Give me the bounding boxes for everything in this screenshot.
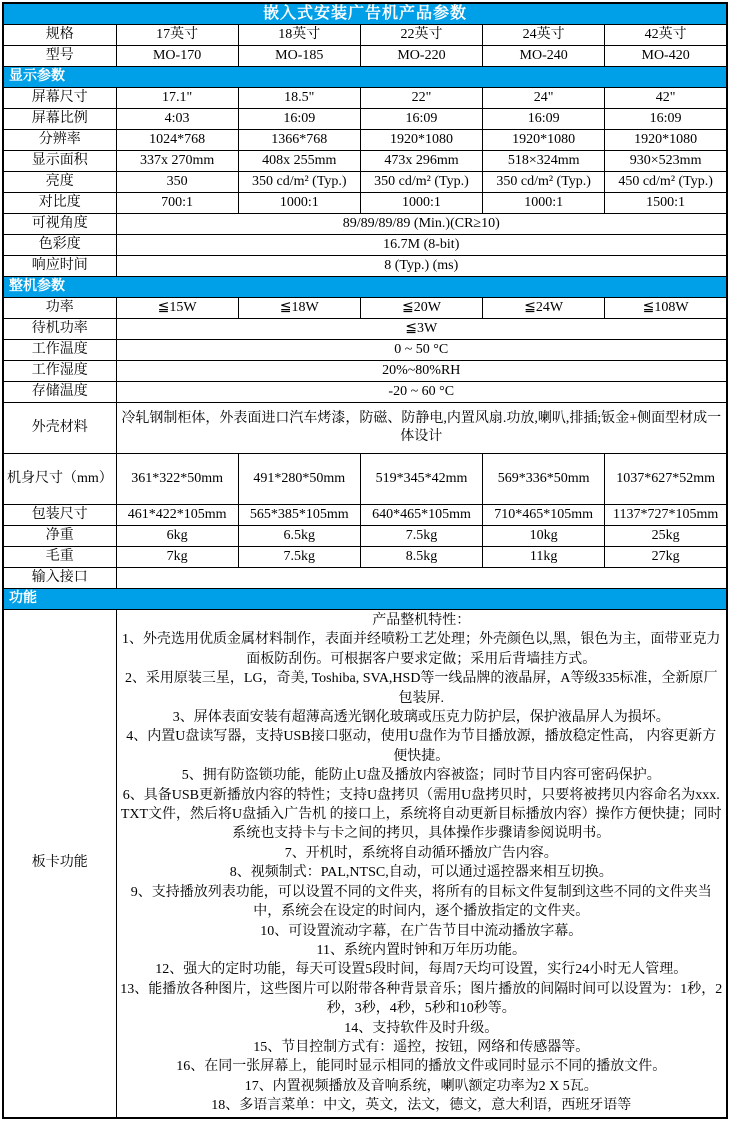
spec-value-cell: ≦20W — [360, 298, 482, 319]
section-header: 功能 — [3, 589, 727, 610]
feature-line: 产品整机特性： — [372, 613, 471, 628]
spec-value-cell: MO-240 — [483, 46, 605, 67]
table-row — [3, 298, 727, 319]
table-row — [3, 214, 727, 235]
row-label: 净重 — [3, 526, 116, 547]
table-row — [3, 25, 727, 46]
spec-value-cell: -20 ~ 60 °C — [116, 382, 727, 403]
row-label: 色彩度 — [3, 235, 116, 256]
row-label: 工作湿度 — [3, 361, 116, 382]
feature-line: 1、外壳选用优质金属材料制作，表面并经喷粉工艺处理；外壳颜色以,黑，银色为主，面带亚克力面板防刮伤。可根据客户要求定做；采用后背墙挂方式。 — [122, 632, 721, 667]
feature-line: 11、系统内置时钟和万年历功能。 — [316, 942, 526, 958]
table-row — [3, 256, 727, 277]
section-header: 整机参数 — [3, 277, 727, 298]
spec-value-cell: 11kg — [483, 547, 605, 568]
spec-value-cell: 350 cd/m² (Typ.) — [360, 172, 482, 193]
table-row — [3, 109, 727, 130]
feature-line: 13、能播放各种图片，这些图片可以附带各种背景音乐；图片播放的间隔时间可以设置为：1秒，2秒，3秒，4秒，5秒和10秒等。 — [120, 981, 723, 1017]
spec-value-cell: ≦18W — [238, 298, 360, 319]
table-row — [3, 340, 727, 361]
spec-value-cell: 461*422*105mm — [116, 505, 238, 526]
spec-value-cell: 350 cd/m² (Typ.) — [238, 172, 360, 193]
spec-value-cell: 473x 296mm — [360, 151, 482, 172]
spec-value-cell: ≦108W — [605, 298, 727, 319]
section-header: 显示参数 — [3, 67, 727, 88]
table-row — [3, 589, 727, 610]
spec-value-cell: 569*336*50mm — [483, 454, 605, 505]
feature-line: 16、在同一张屏幕上，能同时显示相同的播放文件或同时显示不同的播放文件。 — [176, 1059, 667, 1075]
row-label: 待机功率 — [3, 319, 116, 340]
spec-value-cell: 1920*1080 — [483, 130, 605, 151]
table-row — [3, 547, 727, 568]
row-label: 包装尺寸 — [3, 505, 116, 526]
spec-value-cell: 518×324mm — [483, 151, 605, 172]
table-row — [3, 361, 727, 382]
spec-value-cell: ≦3W — [116, 319, 727, 340]
row-label: 存储温度 — [3, 382, 116, 403]
spec-value-cell: 1000:1 — [483, 193, 605, 214]
spec-value-cell: 1024*768 — [116, 130, 238, 151]
spec-value-cell: MO-420 — [605, 46, 727, 67]
feature-line: 3、屏体表面安装有超薄高透光钢化玻璃或压克力防护层，保护液晶屏人为损坏。 — [172, 710, 670, 726]
spec-value-cell: 565*385*105mm — [238, 505, 360, 526]
spec-value-cell: MO-170 — [116, 46, 238, 67]
row-label: 亮度 — [3, 172, 116, 193]
spec-value-cell: 7kg — [116, 547, 238, 568]
table-row — [3, 46, 727, 67]
spec-value-cell: 16:09 — [360, 109, 482, 130]
spec-value-cell: 450 cd/m² (Typ.) — [605, 172, 727, 193]
spec-value-cell: 7.5kg — [360, 526, 482, 547]
spec-value-cell: 1920*1080 — [360, 130, 482, 151]
spec-value-cell: 24" — [483, 88, 605, 109]
spec-value-cell: ≦24W — [483, 298, 605, 319]
table-row — [3, 193, 727, 214]
table-row — [3, 568, 727, 589]
row-label: 响应时间 — [3, 256, 116, 277]
spec-value-cell: 22英寸 — [360, 25, 482, 46]
spec-value-cell: 18.5" — [238, 88, 360, 109]
feature-line: 7、开机时，系统将自动循环播放广告内容。 — [284, 845, 558, 861]
row-label: 屏幕比例 — [3, 109, 116, 130]
row-label: 板卡功能 — [3, 610, 116, 1118]
spec-value-cell: 8.5kg — [360, 547, 482, 568]
spec-value-cell: 1037*627*52mm — [605, 454, 727, 505]
feature-line: 12、强大的定时功能，每天可设置5段时间，每周7天均可设置，实行24小时无人管理。 — [155, 962, 688, 978]
spec-value-cell: 6kg — [116, 526, 238, 547]
table-row — [3, 505, 727, 526]
feature-line: 18、多语言菜单：中文，英文，法文，德文，意大利语，西班牙语等 — [211, 1098, 632, 1114]
spec-value-cell: MO-185 — [238, 46, 360, 67]
feature-line: 17、内置视频播放及音响系统，喇叭额定功率为2 X 5瓦。 — [244, 1078, 598, 1094]
spec-value-cell: 18英寸 — [238, 25, 360, 46]
table-row — [3, 277, 727, 298]
spec-value-cell: 491*280*50mm — [238, 454, 360, 505]
row-label: 可视角度 — [3, 214, 116, 235]
spec-value-cell: 16:09 — [483, 109, 605, 130]
feature-line: 10、可设置流动字幕，在广告节目中流动播放字幕。 — [260, 923, 583, 939]
spec-value-cell: 7.5kg — [238, 547, 360, 568]
page-title: 嵌入式安装广告机产品参数 — [3, 3, 727, 25]
table-row — [3, 88, 727, 109]
table-row — [3, 403, 727, 454]
spec-table — [2, 2, 728, 1119]
spec-value-cell: 22" — [360, 88, 482, 109]
spec-value-cell: 4:03 — [116, 109, 238, 130]
table-row — [3, 172, 727, 193]
spec-value-cell: 710*465*105mm — [483, 505, 605, 526]
spec-value-cell: 0 ~ 50 °C — [116, 340, 727, 361]
spec-value-cell: 24英寸 — [483, 25, 605, 46]
row-label: 对比度 — [3, 193, 116, 214]
table-row — [3, 67, 727, 88]
table-row — [3, 151, 727, 172]
spec-value-cell: 16:09 — [238, 109, 360, 130]
table-row — [3, 526, 727, 547]
feature-line: 14、支持软件及时升级。 — [344, 1020, 499, 1036]
table-row — [3, 235, 727, 256]
spec-value-cell: 1366*768 — [238, 130, 360, 151]
feature-line: 4、内置U盘读写器，支持USB接口驱动，使用U盘作为节目播放源，播放稳定性高， 内容更新方便快捷。 — [126, 729, 717, 764]
table-title-row — [3, 3, 727, 25]
spec-value-cell: 350 — [116, 172, 238, 193]
row-label: 外壳材料 — [3, 403, 116, 454]
table-row — [3, 610, 727, 1118]
feature-list — [116, 610, 727, 1118]
spec-value-cell: 16:09 — [605, 109, 727, 130]
spec-value-cell: 10kg — [483, 526, 605, 547]
spec-value-cell: 25kg — [605, 526, 727, 547]
feature-line: 8、视频制式：PAL,NTSC,自动，可以通过遥控器来相互切换。 — [229, 865, 613, 881]
table-row — [3, 319, 727, 340]
spec-value-cell: 1500:1 — [605, 193, 727, 214]
feature-line: 9、支持播放列表功能，可以设置不同的文件夹，将所有的目标文件复制到这些不同的文件夹当中，系统会在设定的时间内，逐个播放指定的文件夹。 — [130, 884, 712, 920]
spec-value-cell: 337x 270mm — [116, 151, 238, 172]
row-label: 型号 — [3, 46, 116, 67]
feature-line: 5、拥有防盗锁功能，能防止U盘及播放内容被盗；同时节目内容可密码保护。 — [181, 768, 661, 784]
spec-value-cell: 6.5kg — [238, 526, 360, 547]
spec-value-cell: 1000:1 — [238, 193, 360, 214]
spec-value-cell: 700:1 — [116, 193, 238, 214]
spec-value-cell: 17英寸 — [116, 25, 238, 46]
spec-value-cell: 8 (Typ.) (ms) — [116, 256, 727, 277]
feature-line: 6、具备USB更新播放内容的特性；支持U盘拷贝（需用U盘拷贝时，只要将被拷贝内容命名为xxx.TXT文件，然后将U盘插入广告机 的接口上，系统将自动更新目标播放内容）操作方便快捷；同时系统也支持卡与卡之间的拷贝，具体操作步骤请参阅说明书。 — [120, 787, 722, 842]
spec-value-cell — [116, 568, 727, 589]
spec-value-cell: 1137*727*105mm — [605, 505, 727, 526]
row-label: 毛重 — [3, 547, 116, 568]
spec-value-cell: 冷轧钢制柜体，外表面进口汽车烤漆，防磁、防静电,内置风扇.功放,喇叭,排插;钣金+侧面型材成一体设计 — [116, 403, 727, 454]
feature-line: 2、采用原装三星，LG，奇美, Toshiba, SVA,HSD等一线品牌的液晶屏，A等级335标准，全新原厂包装屏. — [124, 671, 718, 706]
spec-value-cell: 42英寸 — [605, 25, 727, 46]
spec-value-cell: ≦15W — [116, 298, 238, 319]
spec-value-cell: 640*465*105mm — [360, 505, 482, 526]
table-row — [3, 454, 727, 505]
row-label: 机身尺寸（mm） — [3, 454, 116, 505]
spec-value-cell: 42" — [605, 88, 727, 109]
spec-value-cell: 1920*1080 — [605, 130, 727, 151]
spec-value-cell: 361*322*50mm — [116, 454, 238, 505]
table-row — [3, 130, 727, 151]
spec-value-cell: 16.7M (8-bit) — [116, 235, 727, 256]
row-label: 工作温度 — [3, 340, 116, 361]
spec-value-cell: 17.1" — [116, 88, 238, 109]
row-label: 规格 — [3, 25, 116, 46]
row-label: 功率 — [3, 298, 116, 319]
table-row — [3, 382, 727, 403]
spec-value-cell: 1000:1 — [360, 193, 482, 214]
spec-value-cell: 408x 255mm — [238, 151, 360, 172]
row-label: 显示面积 — [3, 151, 116, 172]
feature-line: 15、节目控制方式有：遥控，按钮，网络和传感器等。 — [253, 1039, 590, 1055]
spec-value-cell: 930×523mm — [605, 151, 727, 172]
spec-value-cell: 27kg — [605, 547, 727, 568]
spec-value-cell: 350 cd/m² (Typ.) — [483, 172, 605, 193]
row-label: 输入接口 — [3, 568, 116, 589]
spec-value-cell: 89/89/89/89 (Min.)(CR≥10) — [116, 214, 727, 235]
row-label: 分辨率 — [3, 130, 116, 151]
spec-value-cell: 20%~80%RH — [116, 361, 727, 382]
spec-value-cell: MO-220 — [360, 46, 482, 67]
spec-value-cell: 519*345*42mm — [360, 454, 482, 505]
row-label: 屏幕尺寸 — [3, 88, 116, 109]
